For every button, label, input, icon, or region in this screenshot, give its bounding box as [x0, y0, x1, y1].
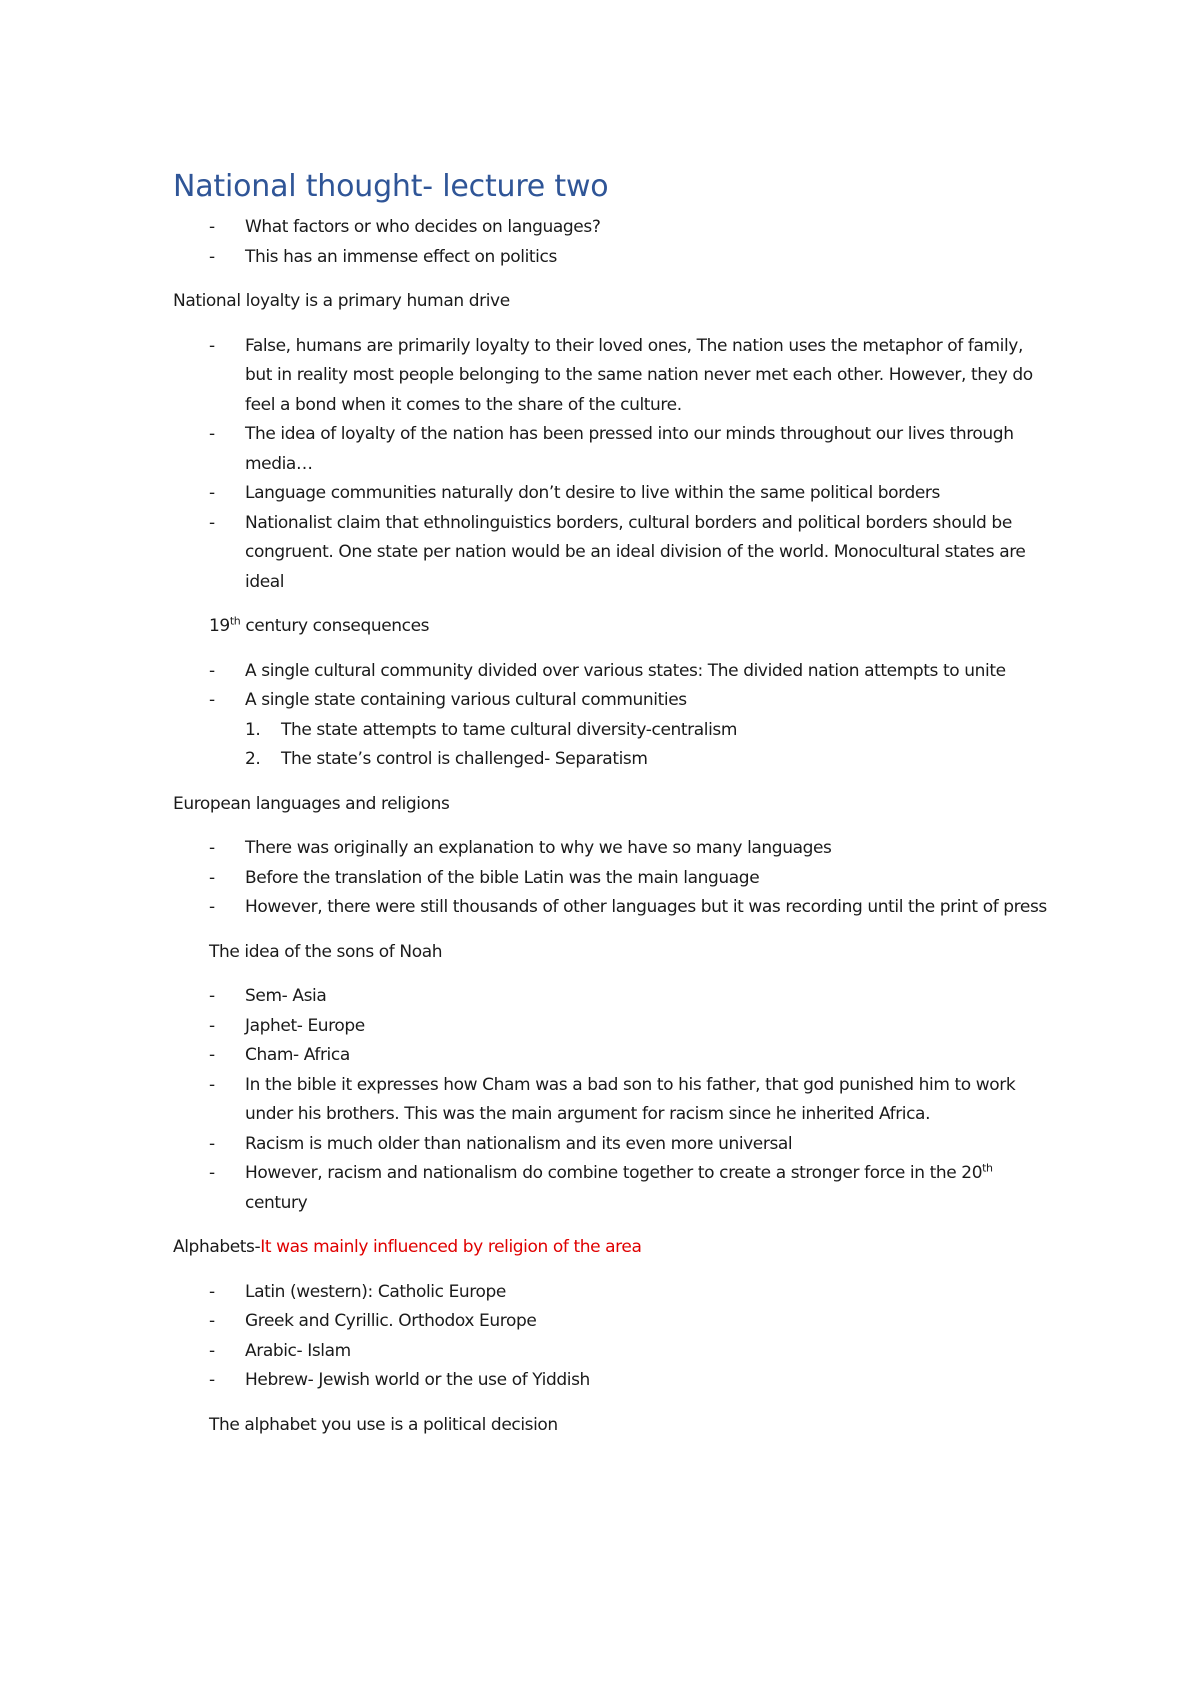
- list-item: - Greek and Cyrillic. Orthodox Europe: [173, 1307, 1053, 1337]
- numbered-item: 2. The state’s control is challenged- Separatism: [173, 745, 1053, 775]
- list-item: - There was originally an explanation to why we have so many languages: [173, 834, 1053, 864]
- list-item: - Latin (western): Catholic Europe: [173, 1278, 1053, 1308]
- list-item: - Before the translation of the bible Latin was the main language: [173, 864, 1053, 894]
- dash-marker: -: [209, 1340, 215, 1361]
- 19th-century-numbered-list: [173, 716, 1053, 775]
- numbered-item: 1. The state attempts to tame cultural diversity-centralism: [173, 716, 1053, 746]
- list-item: - A single state containing various cultural communities: [173, 686, 1053, 716]
- dash-marker: -: [209, 1311, 215, 1331]
- dash-marker: -: [209, 838, 215, 858]
- dash-marker: -: [209, 335, 215, 356]
- document-title: National thought- lecture two: [173, 169, 609, 204]
- section-heading-european-languages: European languages and religions: [173, 793, 450, 814]
- 19th-century-bullet-list: [173, 657, 1053, 716]
- alphabets-bullet-list: [173, 1278, 1053, 1396]
- list-item: - Cham- Africa: [173, 1041, 1053, 1071]
- number-marker: 1.: [245, 719, 261, 740]
- dash-marker: -: [209, 483, 215, 503]
- list-item: - Nationalist claim that ethnolinguistics borders, cultural borders and political borders should be congruent. One state per nation would be an ideal division of the world. Monocultural states are ideal: [173, 509, 1053, 598]
- list-item: - Sem- Asia: [173, 982, 1053, 1012]
- list-item: - A single cultural community divided over various states: The divided nation attempts to unite: [173, 657, 1053, 687]
- dash-marker: -: [209, 660, 215, 681]
- dash-marker: -: [209, 246, 215, 267]
- dash-marker: -: [209, 217, 215, 237]
- list-item: - Language communities naturally don’t desire to live within the same political borders: [173, 479, 1053, 509]
- dash-marker: -: [209, 986, 215, 1006]
- intro-bullet-list: [173, 213, 1053, 272]
- list-item: - Hebrew- Jewish world or the use of Yiddish: [173, 1366, 1053, 1396]
- dash-marker: -: [209, 1074, 215, 1095]
- dash-marker: -: [209, 1370, 215, 1390]
- highlighted-note: It was mainly influenced by religion of the area: [260, 1237, 642, 1257]
- section-heading-national-loyalty: National loyalty is a primary human drive: [173, 291, 510, 311]
- dash-marker: -: [209, 424, 215, 444]
- dash-marker: -: [209, 867, 215, 888]
- section-heading-alphabets: Alphabets-It was mainly influenced by religion of the area: [173, 1237, 642, 1257]
- list-item: - False, humans are primarily loyalty to their loved ones, The nation uses the metaphor of family, but in reality most people belonging to the same nation never met each other. However, they do feel a bond when it comes to the share of the culture.: [173, 332, 1053, 421]
- document-body: [173, 168, 1053, 1440]
- dash-marker: -: [209, 512, 215, 533]
- list-item: - What factors or who decides on languages?: [173, 213, 1053, 243]
- european-languages-bullet-list: [173, 834, 1053, 923]
- list-item: - However, there were still thousands of other languages but it was recording until the print of press: [173, 893, 1053, 923]
- list-item: - The idea of loyalty of the nation has been pressed into our minds throughout our lives through media…: [173, 420, 1053, 479]
- list-item: - This has an immense effect on politics: [173, 243, 1053, 273]
- dash-marker: -: [209, 897, 215, 917]
- number-marker: 2.: [245, 749, 261, 769]
- section-heading-sons-of-noah: The idea of the sons of Noah: [209, 941, 443, 962]
- dash-marker: -: [209, 1133, 215, 1154]
- list-item: - Racism is much older than nationalism and its even more universal: [173, 1130, 1053, 1160]
- list-item: - Arabic- Islam: [173, 1337, 1053, 1367]
- list-item: - Japhet- Europe: [173, 1012, 1053, 1042]
- dash-marker: -: [209, 1015, 215, 1036]
- dash-marker: -: [209, 1281, 215, 1302]
- dash-marker: -: [209, 1045, 215, 1065]
- section-heading-19th-century: 19th century consequences: [209, 614, 430, 636]
- national-loyalty-bullet-list: [173, 332, 1053, 598]
- dash-marker: -: [209, 1163, 215, 1183]
- closing-statement: The alphabet you use is a political decision: [209, 1414, 558, 1435]
- list-item: - In the bible it expresses how Cham was a bad son to his father, that god punished him to work under his brothers. This was the main argument for racism since he inherited Africa.: [173, 1071, 1053, 1130]
- list-item: - However, racism and nationalism do combine together to create a stronger force in the 20th century: [173, 1159, 1053, 1218]
- dash-marker: -: [209, 690, 215, 710]
- sons-of-noah-bullet-list: [173, 982, 1053, 1218]
